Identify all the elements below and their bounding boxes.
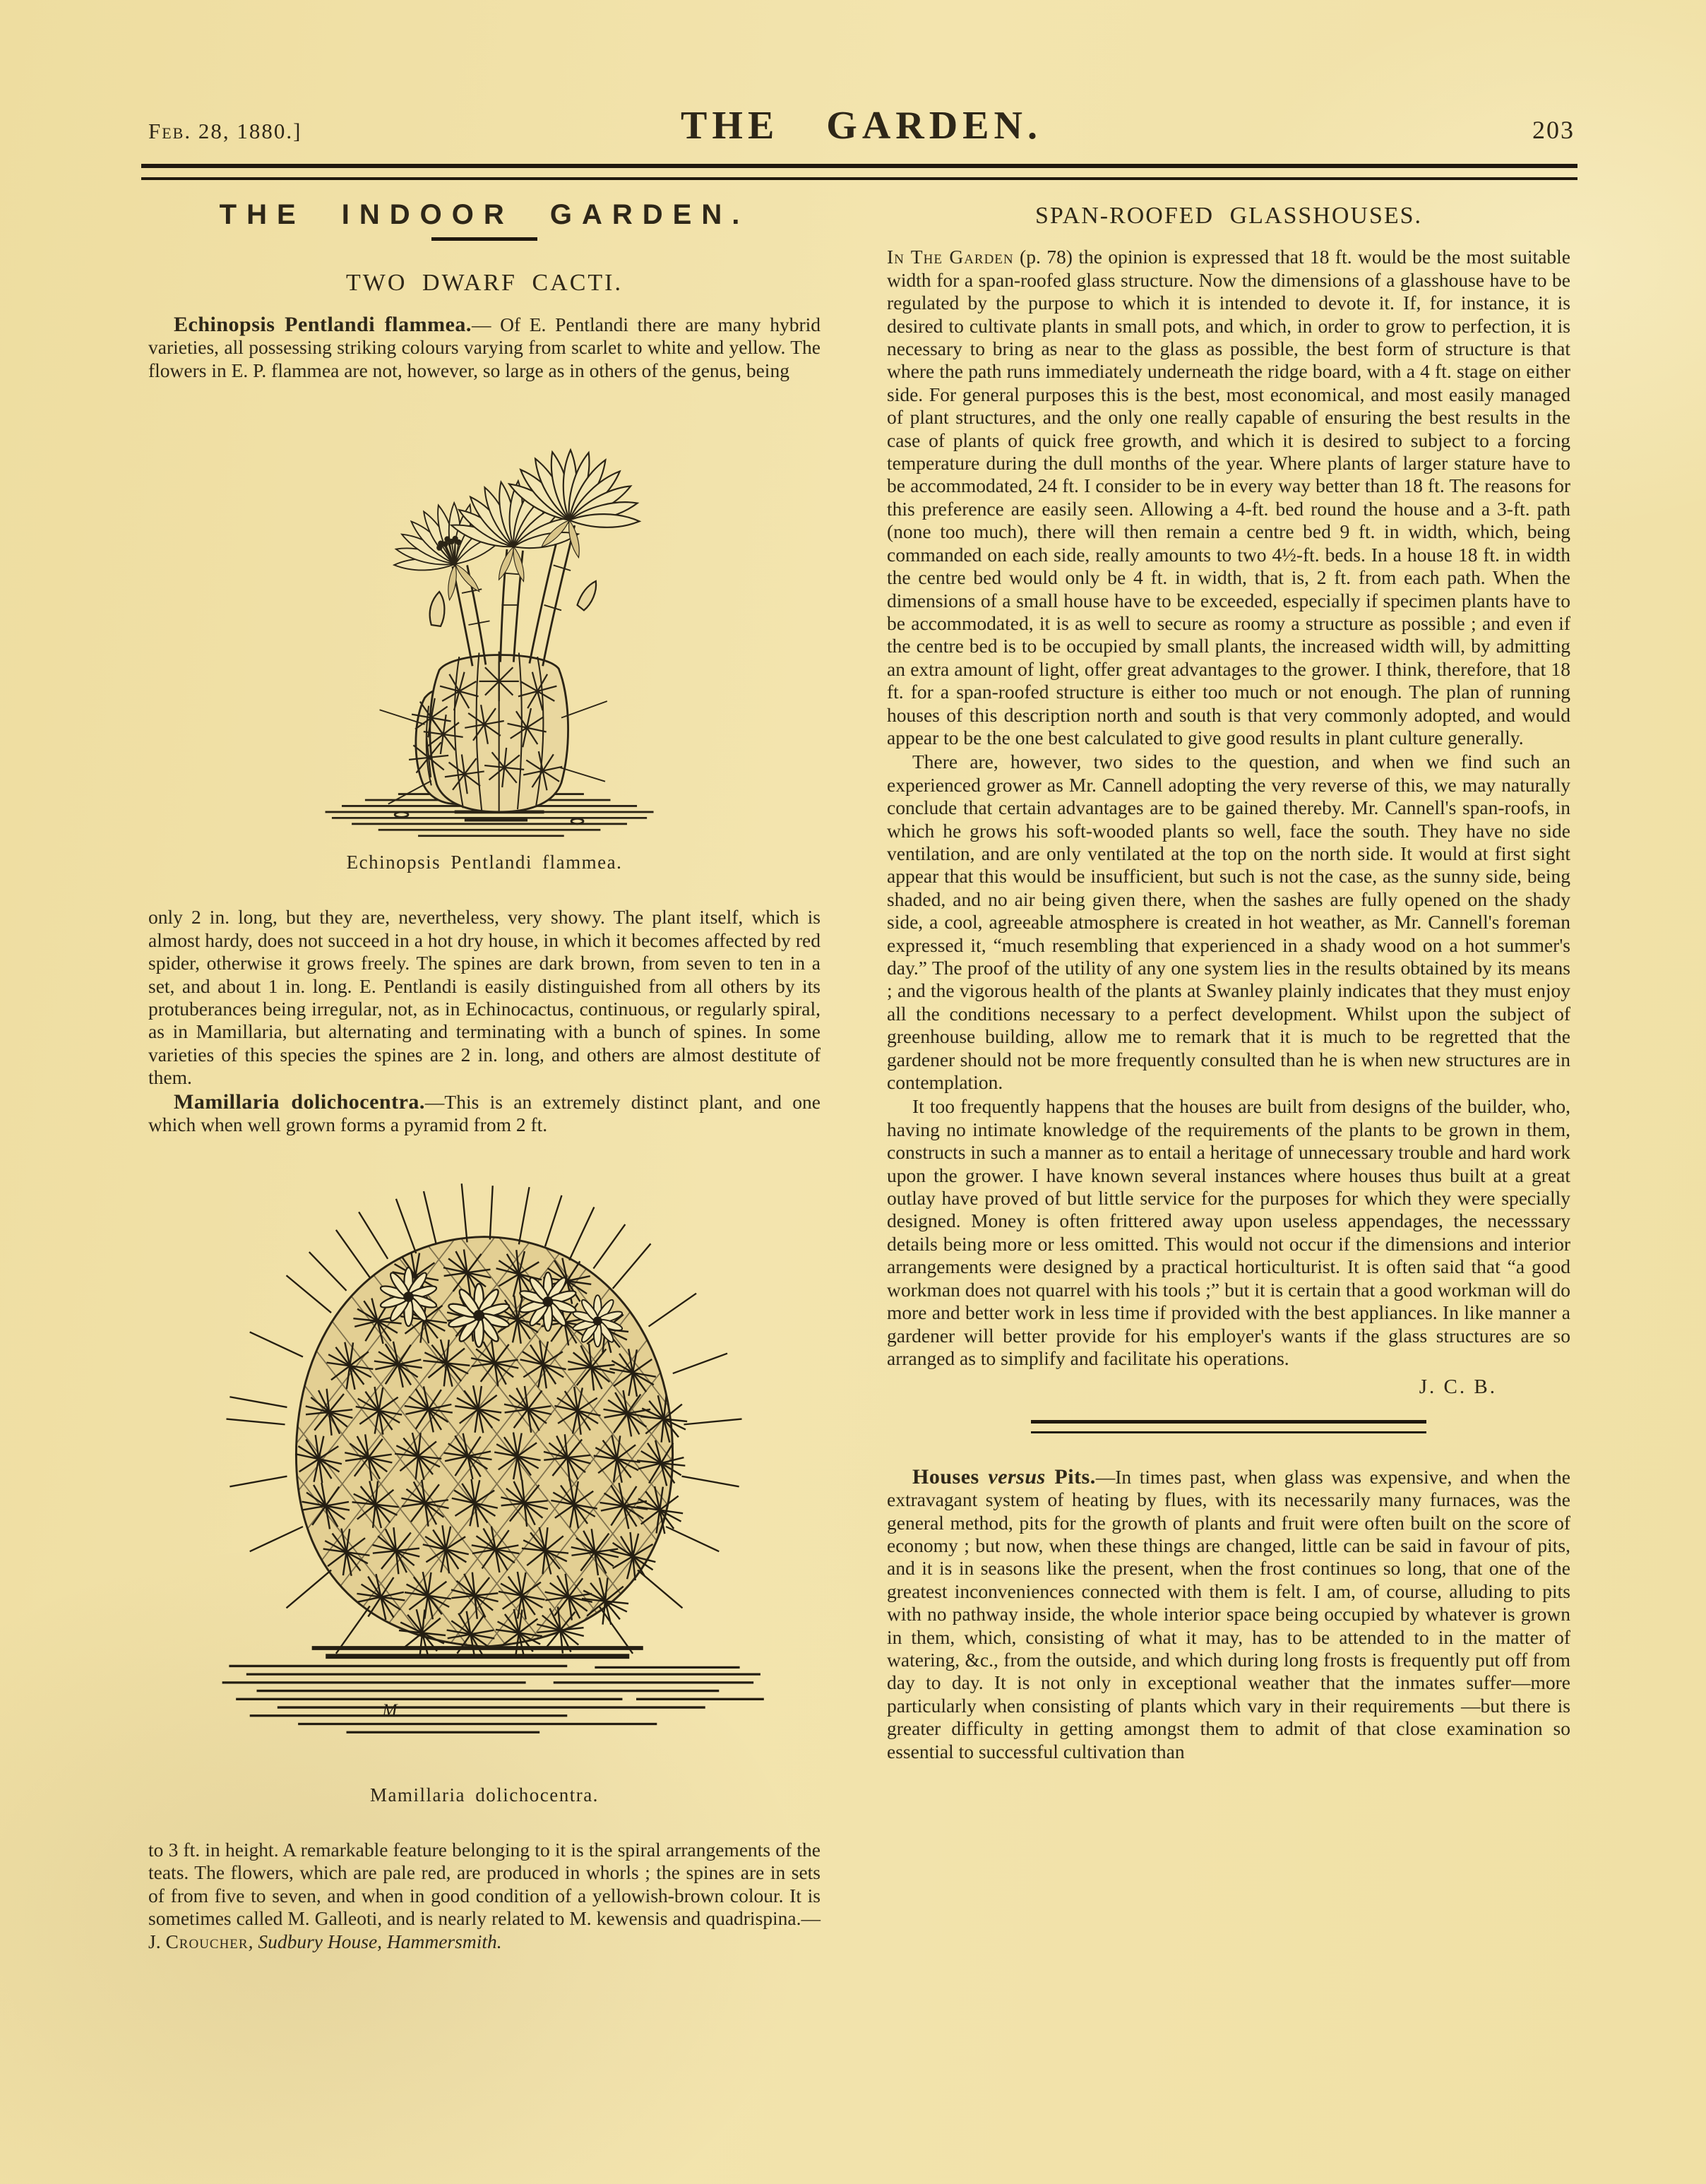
right-column (887, 201, 1570, 1953)
author-name: Croucher (165, 1930, 249, 1952)
section-heading: THE INDOOR GARDEN. (219, 199, 750, 230)
author-initials: J. C. B. (1419, 1376, 1497, 1399)
engraved-ground (222, 1648, 764, 1732)
body-paragraph (887, 1466, 1570, 1763)
article-title-right: SPAN-ROOFED GLASSHOUSES. (1034, 203, 1423, 229)
paragraph-text: —In times past, when glass was expensive, and when the extravagant system of heating by flues, with its necessarily many furnaces, was the general method, pits for the growth of plants and fruit were often built on the score of economy ; but now, when these things are changed, little can be said in favour of pits, and it is in seasons like the present, when the frost continues so long, that one of the greatest inconveniences connected with them is felt. I am, of course, alluding to pits with no pathway inside, the whole interior space being occupied by whatever is grown in them, which, consisting of what it may, has to be attended to in the matter of watering, &c., from the outside, and which during long frosts is frequently put off from day to day. It is not only in exceptional weather that the inmates suffer—more particularly when consisting of plants which vary in their requirements —but there is greater difficulty in getting amongst them to admit of that close examination so essential to successful cultivation than (887, 1465, 1570, 1762)
body-paragraph (148, 1839, 821, 1953)
masthead-title: THE GARDEN. (681, 104, 1042, 148)
body-paragraph: It too frequently happens that the houses are built from designs of the builder, who, having no intimate knowledge of the requirements of the plants to be grown in them, constructs in such a manner as to entail a heritage of unnecessary trouble and hard work upon the grower. I have known several instances where houses thus built at a great outlay have proved of but little service for the purposes for which they were specially designed. Money is often frittered away upon useless appendages, the necesssary details being more or less omitted. This would not occur if the dimensions and interior arrangements were designed by a practical horticulturist. It is often said that “a good workman does not quarrel with his tools ;” but it is certain that a good workman will do more and better work in less time if provided with the best appliances. In like manner a gardener will better provide for his employer's wants if the glass structures are so arranged as to simplify and facilitate his operations. (887, 1095, 1570, 1369)
paragraph-lead-in: Houses (912, 1464, 989, 1488)
paragraph-text: to 3 ft. in height. A remarkable feature belonging to it is the spiral arrangements of the teats. The flowers, which are pale red, are produced in whorls ; the spines are in sets of from five to seven, and when in good condition of a yellowish-brown colour. It is sometimes called M. Galleoti, and is nearly related to M. kewensis and quadrispina.—J. (148, 1838, 821, 1952)
body-paragraph (148, 314, 821, 382)
paragraph-lead-in: Mamillaria dolichocentra. (174, 1090, 425, 1114)
issue-date: Feb. 28, 1880.] (148, 119, 302, 143)
body-paragraph (887, 246, 1570, 749)
article-title-left: TWO DWARF CACTI. (346, 270, 623, 297)
paragraph-lead-in-italic: versus (988, 1464, 1046, 1488)
mamillaria-cactus-engraving (181, 1155, 788, 1777)
figure-mamillaria (148, 1155, 821, 1806)
body-paragraph (148, 1091, 821, 1137)
engraver-mark: M (382, 1700, 398, 1720)
paragraph-lead-in: Echinopsis Pentlandi flammea. (174, 312, 472, 336)
page-number: 203 (1532, 116, 1575, 144)
two-column-body (148, 201, 1570, 1953)
header-double-rule (141, 164, 1577, 180)
body-paragraph: only 2 in. long, but they are, nevertheless, very showy. The plant itself, which is almost hardy, does not succeed in a hot dry house, in which it becomes affected by red spider, otherwise it grows freely. The spines are dark brown, from seven to ten in a set, and about 1 in. long. E. Pentlandi is easily distinguished from all others by its protuberances being irregular, not, as in Echinocactus, continuous, or regularly spiral, as in Mamillaria, but alternating and terminating with a bunch of spines. In some varieties of this species the spines are 2 in. long, and others are almost destitute of them. (148, 906, 821, 1089)
page-header (148, 103, 1575, 148)
echinopsis-flowers (381, 434, 656, 614)
opening-small-caps: In The Garden (887, 246, 1014, 268)
cactus-body (380, 652, 607, 812)
section-heading-rule (431, 237, 537, 241)
paragraph-text: (p. 78) the opinion is expressed that 18 ft. would be the most suitable width for a span-roofed glass structure. Now the dimensions of a glasshouse have to be regulated by the purpose to which it is intended to devote it. If, for instance, it is desired to cultivate plants in small pots, and which, in order to grow to perfection, it is necessary to bring as near to the glass as possible, the best form of structure is that where the path runs immediately underneath the ridge board, with a 4 ft. stage on either side. For general purposes this is the best, most economical, and most easily managed of plant structures, and the only one really capable of ensuring the best results in the case of plants of quick free growth, and which it is desired to subject to a forcing temperature during the dull months of the year. Where plants of larger stature have to be accommodated, 24 ft. I consider to be in every way better than 18 ft. The reasons for this preference are easily seen. Allowing a 4-ft. bed round the house and a 3-ft. path (none too much), there will then remain a centre bed 9 ft. in width, which, being commanded on each side, really amounts to two 4½-ft. beds. In a house 18 ft. in width the centre bed would only be 4 ft. in width, that is, 2 ft. from each path. When the dimensions of a small house have to be exceeded, especially if specimen plants have to be accommodated, it is as well to secure as roomy a structure as possible ; and even if the centre bed is to be occupied by small plants, the increased width will, by admitting an extra amount of light, offer great advantages to the grower. I think, therefore, that 18 ft. for a span-roofed structure is either too much or not enough. The plan of running houses of this description north and south is that very commonly adopted, and would appear to be the one best calculated to give good results in plant culture generally. (887, 246, 1570, 748)
paragraph-lead-in: Pits. (1045, 1464, 1096, 1488)
paragraph-text: — Of E. Pentlandi there are many hybrid varieties, all possessing striking colours varying from scarlet to white and yellow. The flowers in E. P. flammea are not, however, so large as in others of the genus, being (148, 313, 821, 381)
section-divider-rule (1031, 1420, 1426, 1433)
body-paragraph: There are, however, two sides to the question, and when we find such an experienced grower as Mr. Cannell adopting the very reverse of this, we may naturally conclude that certain advantages are to be gained thereby. Mr. Cannell's span-roofs, in which he grows his soft-wooded plants so well, face the south. They have no side ventilation, and are only ventilated at the top on the north side. It would at first sight appear that this would be insufficient, but such is not the case, as the sunny side, being shaded, and no air being given there, when the sashes are fully opened on the shady side, a cool, agreeable atmosphere is created in hot weather, as Mr. Cannell's foreman expressed it, “much resembling that experienced in a shady wood on a hot summer's day.” The proof of the utility of any one system lies in the results obtained by its means ; and the vigorous health of the plants at Swanley plainly indicates that they must enjoy all the conditions necessary to a perfect development. Whilst upon the subject of greenhouse building, allow me to remark that it is much to be regretted that the gardener should not be more frequently consulted than he is when new structures are in contemplation. (887, 751, 1570, 1094)
figure-caption: Mamillaria dolichocentra. (370, 1784, 599, 1806)
echinopsis-cactus-engraving (266, 406, 703, 844)
figure-echinopsis (148, 406, 821, 873)
left-column (148, 201, 821, 1953)
paragraph-text: —This is an extremely distinct plant, and one which when well grown forms a pyramid from 2 ft. (148, 1090, 821, 1136)
author-address: , Sudbury House, Hammersmith. (248, 1930, 502, 1952)
figure-caption: Echinopsis Pentlandi flammea. (346, 852, 623, 873)
